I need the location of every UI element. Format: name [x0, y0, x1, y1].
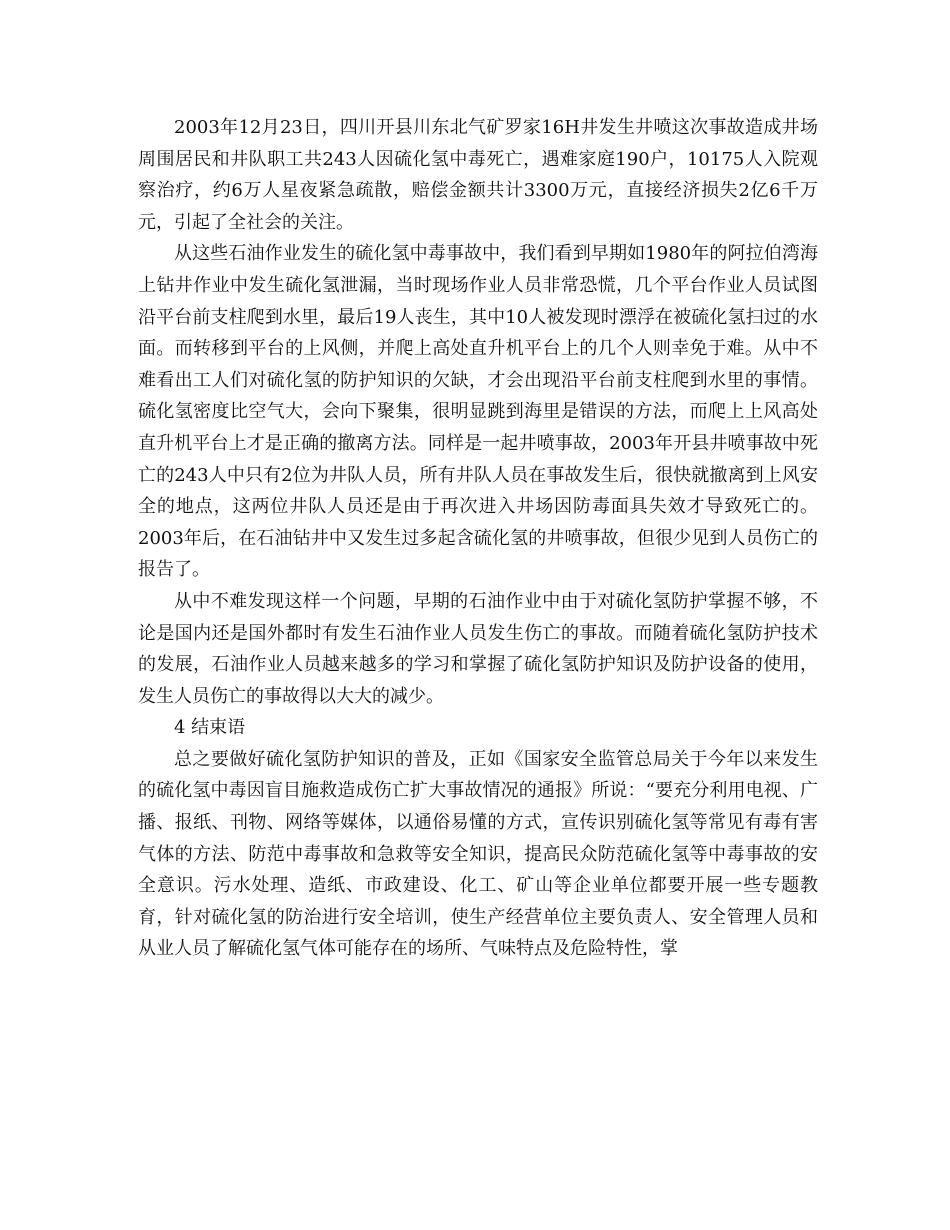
paragraph-protection-awareness: 从中不难发现这样一个问题，早期的石油作业中由于对硫化氢防护掌握不够，不论是国内还是国外都时有发生石油作业人员发生伤亡的事故。而随着硫化氢防护技术的发展，石油作业人员越来越多的学习和掌握了硫化氢防护知识及防护设备的使用，发生人员伤亡的事故得以大大的减少。	[138, 590, 818, 707]
paragraph-accident-analysis: 从这些石油作业发生的硫化氢中毒事故中，我们看到早期如1980年的阿拉伯湾海上钻井作业中发生硫化氢泄漏，当时现场作业人员非常恐慌，几个平台作业人员试图沿平台前支柱爬到水里，最后19人丧生，其中10人被发现时漂浮在被硫化氢扫过的水面。而转移到平台的上风侧，并爬上高处直升机平台上的几个人则幸免于难。从中不难看出工人们对硫化氢的防护知识的欠缺，才会出现沿平台前支柱爬到水里的事情。硫化氢密度比空气大，会向下聚集，很明显跳到海里是错误的方法，而爬上上风高处直升机平台上才是正确的撤离方法。同样是一起井喷事故，2003年开县井喷事故中死亡的243人中只有2位为井队人员，所有井队人员在事故发生后，很快就撤离到上风安全的地点，这两位井队人员还是由于再次进入井场因防毒面具失效才导致死亡的。2003年后，在石油钻井中又发生过多起含硫化氢的井喷事故，但很少见到人员伤亡的报告了。	[138, 243, 818, 581]
document-page	[138, 112, 818, 965]
paragraph-conclusion: 总之要做好硫化氢防护知识的普及，正如《国家安全监管总局关于今年以来发生的硫化氢中毒因盲目施救造成伤亡扩大事故情况的通报》所说：“要充分利用电视、广播、报纸、刊物、网络等媒体，以通俗易懂的方式，宣传识别硫化氢等常见有毒有害气体的方法、防范中毒事故和急救等安全知识，提高民众防范硫化氢等中毒事故的安全意识。污水处理、造纸、市政建设、化工、矿山等企业单位都要开展一些专题教育，针对硫化氢的防治进行安全培训，使生产经营单位主要负责人、安全管理人员和从业人员了解硫化氢气体可能存在的场所、气味特点及危险特性，掌	[138, 748, 818, 960]
paragraph-luojia-blowout: 2003年12月23日，四川开县川东北气矿罗家16H井发生井喷这次事故造成井场周围居民和井队职工共243人因硫化氢中毒死亡，遇难家庭190户，10175人入院观察治疗，约6万人星夜紧急疏散，赔偿金额共计3300万元，直接经济损失2亿6千万元，引起了全社会的关注。	[138, 117, 818, 233]
section-heading-conclusion: 4 结束语	[174, 717, 246, 739]
